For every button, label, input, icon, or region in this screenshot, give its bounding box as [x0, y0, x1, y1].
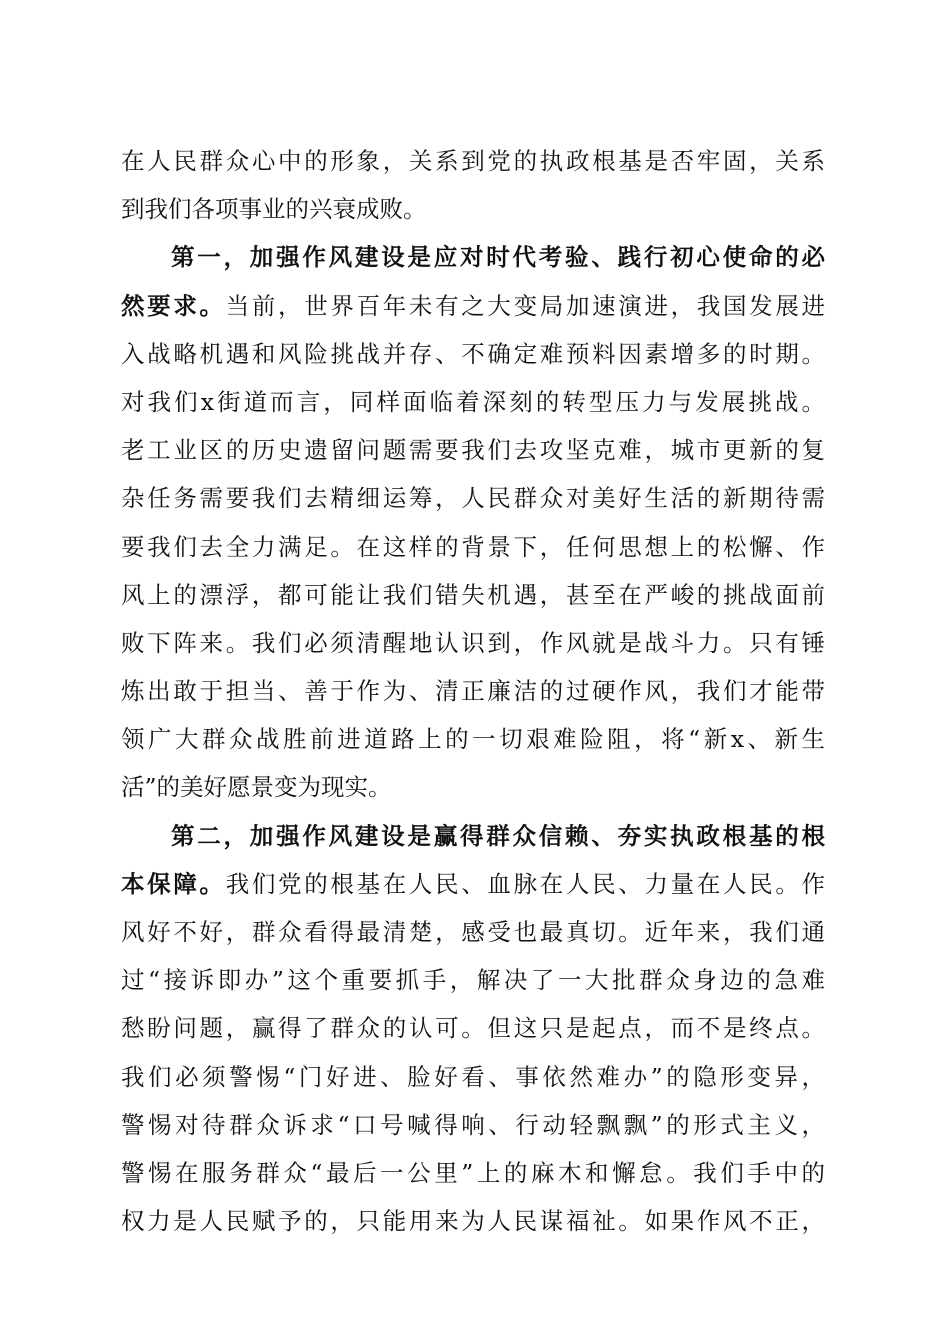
line-text: 老工业区的历史遗留问题需要我们去攻坚克难，城市更新的复: [121, 436, 825, 465]
text-line-19: [121, 1004, 825, 1052]
text-line-18: [121, 956, 825, 1004]
text-line-2: [121, 185, 825, 233]
line-text: 活”的美好愿景变为现实。: [121, 773, 392, 802]
line-text: 入战略机遇和风险挑战并存、不确定难预料因素增多的时期。: [121, 339, 825, 368]
line-text: 风上的漂浮，都可能让我们错失机遇，甚至在严峻的挑战面前: [121, 580, 825, 609]
section-two-heading-line-2: [121, 860, 825, 908]
line-text: 到我们各项事业的兴衰成败。: [121, 195, 427, 224]
line-text: 当前，世界百年未有之大变局加速演进，我国发展进: [225, 291, 826, 320]
text-line-12: [121, 667, 825, 715]
line-text: 权力是人民赋予的，只能用来为人民谋福祉。如果作风不正，: [121, 1207, 825, 1236]
section-one-heading-line-2: [121, 282, 825, 330]
body-text: [121, 137, 825, 1245]
line-text: 愁盼问题，赢得了群众的认可。但这只是起点，而不是终点。: [121, 1014, 825, 1043]
text-line-23: [121, 1197, 825, 1245]
text-line-11: [121, 619, 825, 667]
line-text: 在人民群众心中的形象，关系到党的执政根基是否牢固，关系: [121, 147, 825, 175]
line-text: 我们党的根基在人民、血脉在人民、力量在人民。作: [225, 869, 826, 898]
section-heading: 然要求。: [121, 291, 226, 320]
text-line-1: [121, 137, 825, 185]
line-text: 过“接诉即办”这个重要抓手，解决了一大批群众身边的急难: [121, 966, 825, 995]
text-line-9: [121, 523, 825, 571]
line-text: 风好不好，群众看得最清楚，感受也最真切。近年来，我们通: [121, 918, 825, 946]
text-line-22: [121, 1149, 825, 1197]
text-line-10: [121, 571, 825, 619]
section-heading: 本保障。: [121, 869, 226, 898]
text-line-21: [121, 1101, 825, 1149]
line-text: 领广大群众战胜前进道路上的一切艰难险阻，将“新x、新生: [121, 725, 825, 754]
text-line-13: [121, 715, 825, 763]
line-text: 杂任务需要我们去精细运筹，人民群众对美好生活的新期待需: [121, 484, 825, 513]
text-line-6: [121, 378, 825, 426]
text-line-5: [121, 330, 825, 378]
line-text: 我们必须警惕“门好进、脸好看、事依然难办”的隐形变异，: [121, 1062, 825, 1091]
text-line-7: [121, 426, 825, 474]
line-text: 败下阵来。我们必须清醒地认识到，作风就是战斗力。只有锤: [121, 628, 825, 657]
line-text: 对我们x街道而言，同样面临着深刻的转型压力与发展挑战。: [121, 387, 825, 416]
section-heading: 第一，加强作风建设是应对时代考验、践行初心使命的必: [171, 243, 825, 272]
line-text: 警惕对待群众诉求“口号喊得响、行动轻飘飘”的形式主义，: [121, 1110, 825, 1139]
text-line-17: [121, 908, 825, 956]
text-line-8: [121, 474, 825, 522]
section-one-heading-line-1: [121, 233, 825, 281]
text-line-20: [121, 1053, 825, 1101]
section-two-heading-line-1: [121, 812, 825, 860]
section-heading: 第二，加强作风建设是赢得群众信赖、夯实执政根基的根: [171, 821, 825, 850]
line-text: 警惕在服务群众“最后一公里”上的麻木和懈怠。我们手中的: [121, 1158, 825, 1187]
line-text: 炼出敢于担当、善于作为、清正廉洁的过硬作风，我们才能带: [121, 677, 825, 706]
text-line-14: [121, 763, 825, 811]
line-text: 要我们去全力满足。在这样的背景下，任何思想上的松懈、作: [121, 532, 825, 561]
